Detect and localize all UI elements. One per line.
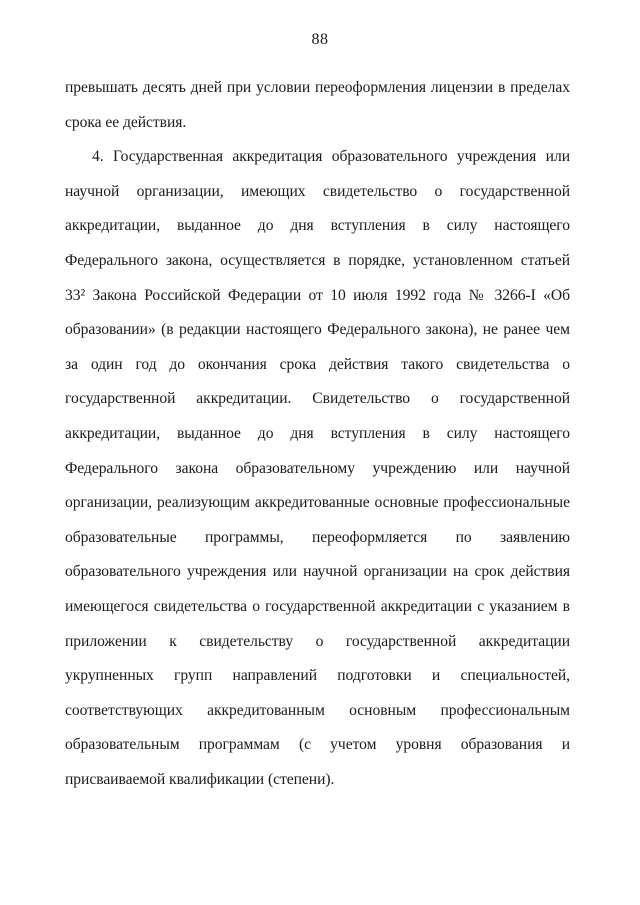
paragraph <box>65 71 570 140</box>
text-line: присваиваемой квалификации (степени). <box>65 770 335 788</box>
text-line: образовании» (в редакции настоящего Федерального закона), не ранее чем <box>65 321 570 339</box>
text-line: образовательного учреждения или научной организации на срок действия <box>65 563 570 581</box>
text-line: Федерального закона образовательному учреждению или научной <box>65 459 570 477</box>
text-line: превышать десять дней при условии переоформления лицензии в пределах <box>65 79 570 96</box>
text-line: 4. Государственная аккредитация образовательного учреждения или <box>92 148 570 166</box>
text-line: приложении к свидетельству о государственной аккредитации <box>65 632 570 650</box>
text-line: за один год до окончания срока действия такого свидетельства о <box>65 355 570 373</box>
document-body <box>65 71 570 797</box>
text-line: образовательные программы, переоформляется по заявлению <box>65 528 570 546</box>
text-line: имеющегося свидетельства о государственной аккредитации с указанием в <box>65 597 570 615</box>
text-line: научной организации, имеющих свидетельство о государственной <box>65 182 570 200</box>
text-line: 33² Закона Российской Федерации от 10 июля 1992 года № 3266-I «Об <box>65 286 570 304</box>
text-line: соответствующих аккредитованным основным профессиональным <box>65 701 570 719</box>
text-line: срока ее действия. <box>65 113 187 131</box>
text-line: государственной аккредитации. Свидетельство о государственной <box>65 390 570 408</box>
text-line: организации, реализующим аккредитованные основные профессиональные <box>65 494 570 512</box>
text-line: аккредитации, выданное до дня вступления в силу настоящего <box>65 217 570 235</box>
text-line: аккредитации, выданное до дня вступления в силу настоящего <box>65 424 570 442</box>
text-line: образовательным программам (с учетом уровня образования и <box>65 736 570 754</box>
text-line: укрупненных групп направлений подготовки и специальностей, <box>65 667 570 685</box>
page-number: 88 <box>311 31 329 48</box>
paragraph <box>65 140 570 797</box>
text-line: Федерального закона, осуществляется в порядке, установленном статьей <box>65 251 570 269</box>
